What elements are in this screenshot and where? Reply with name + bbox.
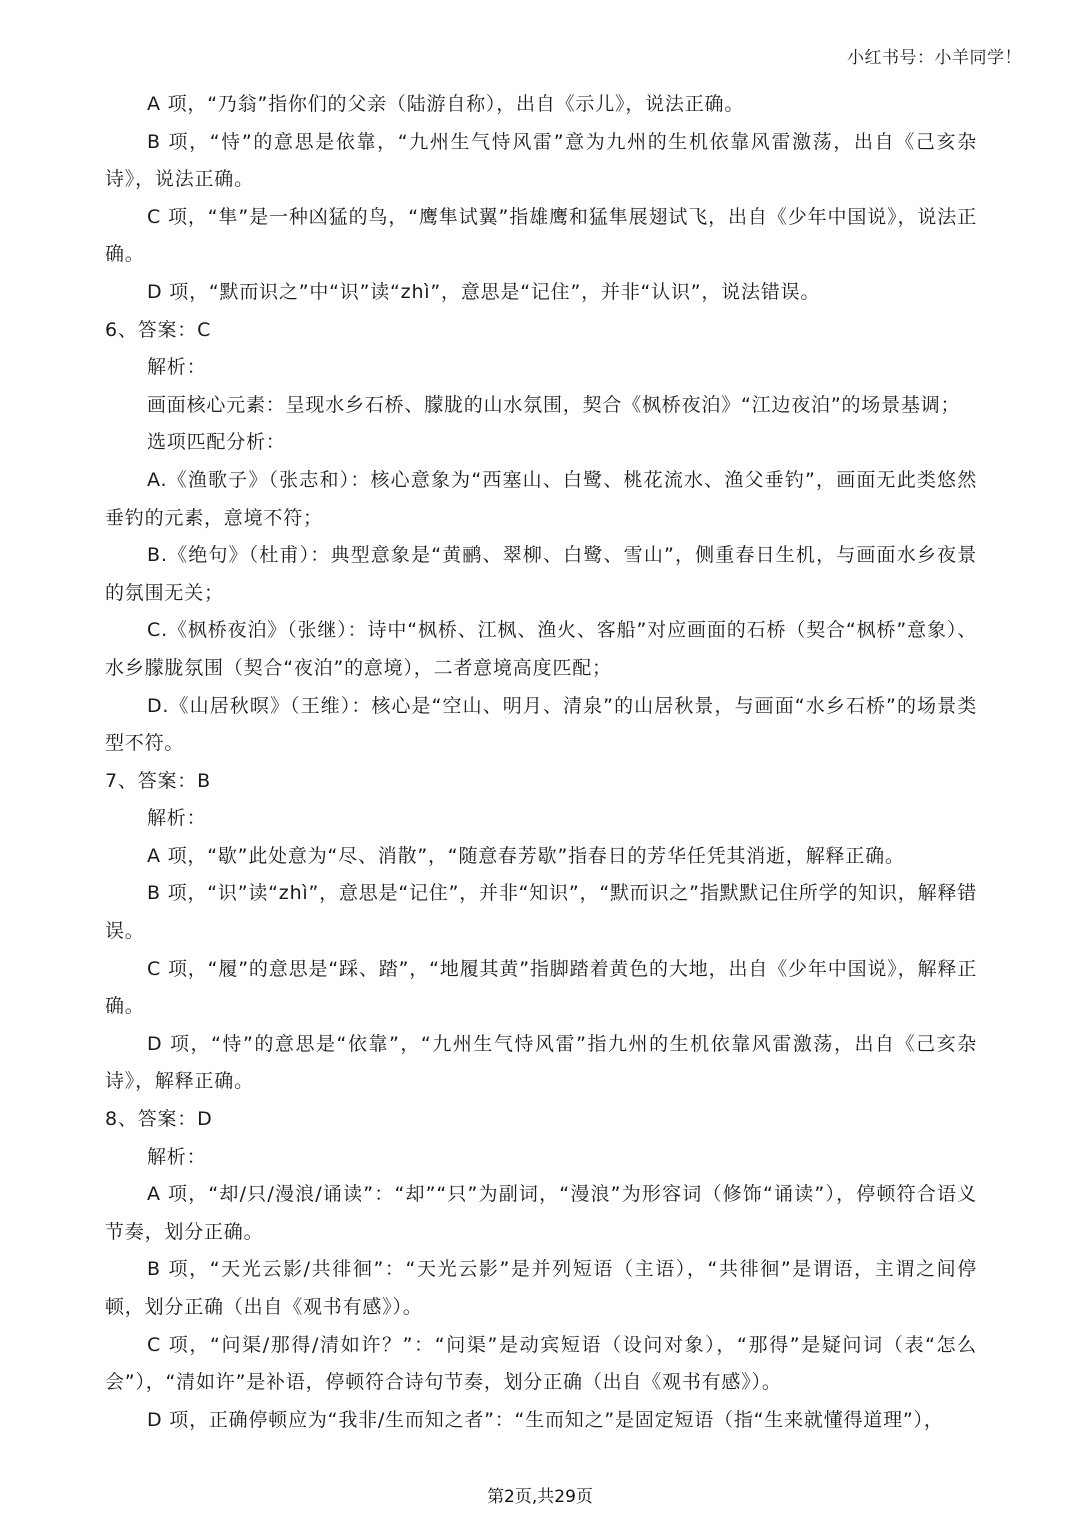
document-body (105, 86, 977, 1439)
analysis-label: 解析： (147, 356, 207, 379)
paragraph: 选项匹配分析： (147, 431, 286, 454)
answer-heading: 8、答案：D (105, 1108, 213, 1131)
analysis-label: 解析： (147, 807, 207, 830)
paragraph: C.《枫桥夜泊》（张继）：诗中“枫桥、江枫、渔火、客船”对应画面的石桥（契合“枫桥”意象）、水乡朦胧氛围（契合“夜泊”的意境），二者意境高度匹配； (105, 619, 977, 679)
paragraph: D 项，正确停顿应为“我非/生而知之者”：“生而知之”是固定短语（指“生来就懂得道理”）， (147, 1408, 944, 1431)
watermark: 小红书号：小羊同学！ (847, 48, 1022, 68)
paragraph: B 项，“识”读“zhì”，意思是“记住”，并非“知识”，“默而识之”指默默记住所学的知识，解释错误。 (105, 882, 978, 943)
analysis-label: 解析： (147, 1145, 207, 1168)
paragraph: A 项，“歇”此处意为“尽、消散”，“随意春芳歇”指春日的芳华任凭其消逝，解释正确。 (147, 844, 905, 867)
page-number: 第2页,共29页 (487, 1487, 593, 1507)
paragraph: D.《山居秋暝》（王维）：核心是“空山、明月、清泉”的山居秋景，与画面“水乡石桥”的场景类型不符。 (105, 694, 977, 755)
paragraph: A.《渔歌子》（张志和）：核心意象为“西塞山、白鹭、桃花流水、渔父垂钓”，画面无此类悠然垂钓的元素，意境不符； (105, 468, 977, 529)
answer-heading: 6、答案：C (105, 318, 212, 341)
paragraph: D 项，“默而识之”中“识”读“zhì”，意思是“记住”，并非“认识”，说法错误。 (147, 280, 821, 303)
paragraph: C 项，“问渠/那得/清如许？”：“问渠”是动宾短语（设问对象），“那得”是疑问词（表“怎么会”），“清如许”是补语，停顿符合诗句节奏，划分正确（出自《观书有感》）。 (105, 1333, 977, 1394)
paragraph: 画面核心元素：呈现水乡石桥、朦胧的山水氛围，契合《枫桥夜泊》“江边夜泊”的场景基调； (147, 393, 961, 416)
answer-heading: 7、答案：B (105, 769, 211, 792)
paragraph: C 项，“履”的意思是“踩、踏”，“地履其黄”指脚踏着黄色的大地，出自《少年中国说》，解释正确。 (105, 957, 977, 1018)
paragraph: B 项，“天光云影/共徘徊”：“天光云影”是并列短语（主语），“共徘徊”是谓语，主谓之间停顿，划分正确（出自《观书有感》）。 (105, 1258, 977, 1318)
paragraph: A 项，“却/只/漫浪/诵读”：“却”“只”为副词，“漫浪”为形容词（修饰“诵读”），停顿符合语义节奏，划分正确。 (105, 1183, 977, 1243)
paragraph: C 项，“隼”是一种凶猛的鸟，“鹰隼试翼”指雄鹰和猛隼展翅试飞，出自《少年中国说》，说法正确。 (105, 205, 977, 266)
paragraph: B.《绝句》（杜甫）：典型意象是“黄鹂、翠柳、白鹭、雪山”，侧重春日生机，与画面水乡夜景的氛围无关； (105, 544, 977, 604)
paragraph: A 项，“乃翁”指你们的父亲（陆游自称），出自《示儿》，说法正确。 (147, 93, 745, 115)
paragraph: D 项，“恃”的意思是“依靠”，“九州生气恃风雷”指九州的生机依靠风雷激荡，出自《己亥杂诗》，解释正确。 (105, 1032, 977, 1093)
paragraph: B 项，“恃”的意思是依靠，“九州生气恃风雷”意为九州的生机依靠风雷激荡，出自《己亥杂诗》，说法正确。 (105, 130, 977, 191)
